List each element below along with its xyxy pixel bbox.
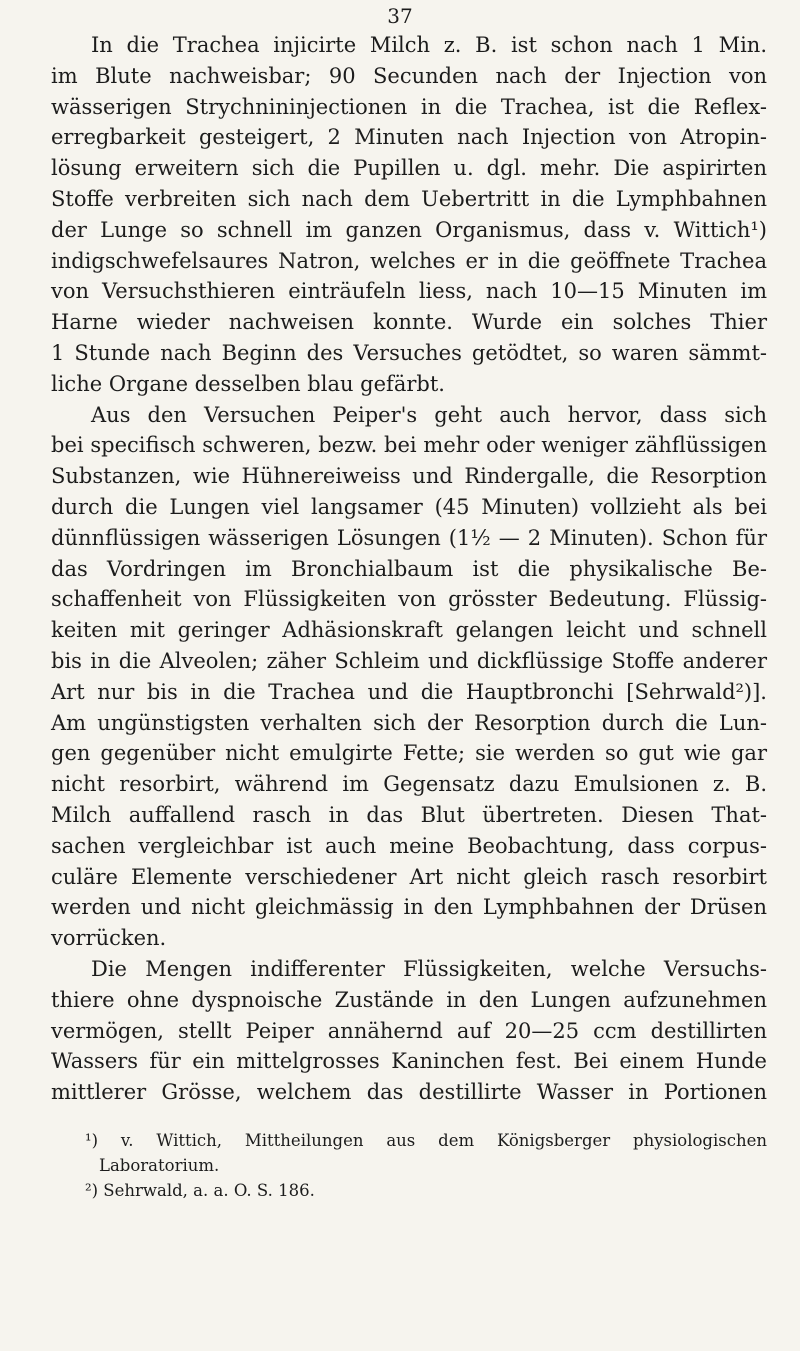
- text-line: Art nur bis in die Trachea und die Hauptbronchi [Sehrwald²)].: [51, 679, 767, 704]
- text-line: Stoffe verbreiten sich nach dem Uebertritt in die Lymphbahnen: [51, 186, 767, 211]
- paragraph: [51, 954, 767, 1108]
- footnote-1: ¹) v. Wittich, Mittheilungen aus dem Königsberger physiologischen: [85, 1131, 767, 1150]
- text-line: In die Trachea injicirte Milch z. B. ist schon nach 1 Min.: [91, 33, 767, 57]
- text-line: Am ungünstigsten verhalten sich der Resorption durch die Lun-: [51, 710, 767, 735]
- text-line: indigschwefelsaures Natron, welches er in die geöffnete Trachea: [51, 248, 767, 273]
- text-line: Aus den Versuchen Peiper's geht auch hervor, dass sich: [91, 402, 767, 427]
- text-line: culäre Elemente verschiedener Art nicht gleich rasch resorbirt: [51, 864, 767, 889]
- text-line: gen gegenüber nicht emulgirte Fette; sie werden so gut wie gar: [51, 741, 767, 766]
- text-line: keiten mit geringer Adhäsionskraft gelangen leicht und schnell: [51, 618, 767, 643]
- text-line: erregbarkeit gesteigert, 2 Minuten nach Injection von Atropin-: [51, 125, 767, 150]
- text-line: sachen vergleichbar ist auch meine Beobachtung, dass corpus-: [51, 833, 767, 858]
- text-line: Milch auffallend rasch in das Blut übertreten. Diesen That-: [51, 802, 767, 827]
- text-line: vermögen, stellt Peiper annähernd auf 20—25 ccm destillirten: [51, 1018, 767, 1043]
- body-text: [51, 30, 767, 1108]
- text-line: Substanzen, wie Hühnereiweiss und Rindergalle, die Resorption: [51, 464, 767, 489]
- text-line: bis in die Alveolen; zäher Schleim und dickflüssige Stoffe anderer: [51, 648, 767, 673]
- text-line: durch die Lungen viel langsamer (45 Minuten) vollzieht als bei: [51, 494, 767, 519]
- text-line: von Versuchsthieren einträufeln liess, nach 10—15 Minuten im: [51, 279, 767, 304]
- text-line: nicht resorbirt, während im Gegensatz dazu Emulsionen z. B.: [51, 772, 767, 797]
- text-line: Die Mengen indifferenter Flüssigkeiten, welche Versuchs-: [91, 956, 767, 981]
- text-line: wässerigen Strychnininjectionen in die Trachea, ist die Reflex-: [51, 94, 767, 119]
- text-line: mittlerer Grösse, welchem das destillirte Wasser in Portionen: [51, 1080, 767, 1105]
- text-line: vorrücken.: [51, 926, 167, 951]
- text-line: im Blute nachweisbar; 90 Secunden nach der Injection von: [51, 63, 767, 88]
- paragraph: [51, 30, 767, 400]
- page-number: 37: [387, 4, 413, 28]
- text-line: Harne wieder nachweisen konnte. Wurde ein solches Thier: [51, 310, 767, 335]
- text-line: 1 Stunde nach Beginn des Versuches getödtet, so waren sämmt-: [51, 340, 767, 365]
- text-line: thiere ohne dyspnoische Zustände in den Lungen aufzunehmen: [51, 987, 767, 1012]
- text-line: der Lunge so schnell im ganzen Organismus, dass v. Wittich¹): [51, 217, 767, 242]
- text-line: dünnflüssigen wässerigen Lösungen (1½ — 2 Minuten). Schon für: [51, 525, 767, 550]
- text-line: liche Organe desselben blau gefärbt.: [51, 371, 445, 396]
- paragraph: [51, 400, 767, 954]
- text-line: das Vordringen im Bronchialbaum ist die physikalische Be-: [51, 556, 767, 581]
- footnote-2: ²) Sehrwald, a. a. O. S. 186.: [85, 1181, 315, 1200]
- footnote-1-continuation: Laboratorium.: [99, 1156, 220, 1175]
- footnotes: [51, 1128, 767, 1203]
- text-line: bei specifisch schweren, bezw. bei mehr oder weniger zähflüssigen: [51, 433, 767, 458]
- text-line: schaffenheit von Flüssigkeiten von grösster Bedeutung. Flüssig-: [51, 587, 767, 612]
- text-line: lösung erweitern sich die Pupillen u. dgl. mehr. Die aspirirten: [51, 156, 767, 181]
- text-line: Wassers für ein mittelgrosses Kaninchen fest. Bei einem Hunde: [51, 1049, 767, 1074]
- text-line: werden und nicht gleichmässig in den Lymphbahnen der Drüsen: [51, 895, 767, 920]
